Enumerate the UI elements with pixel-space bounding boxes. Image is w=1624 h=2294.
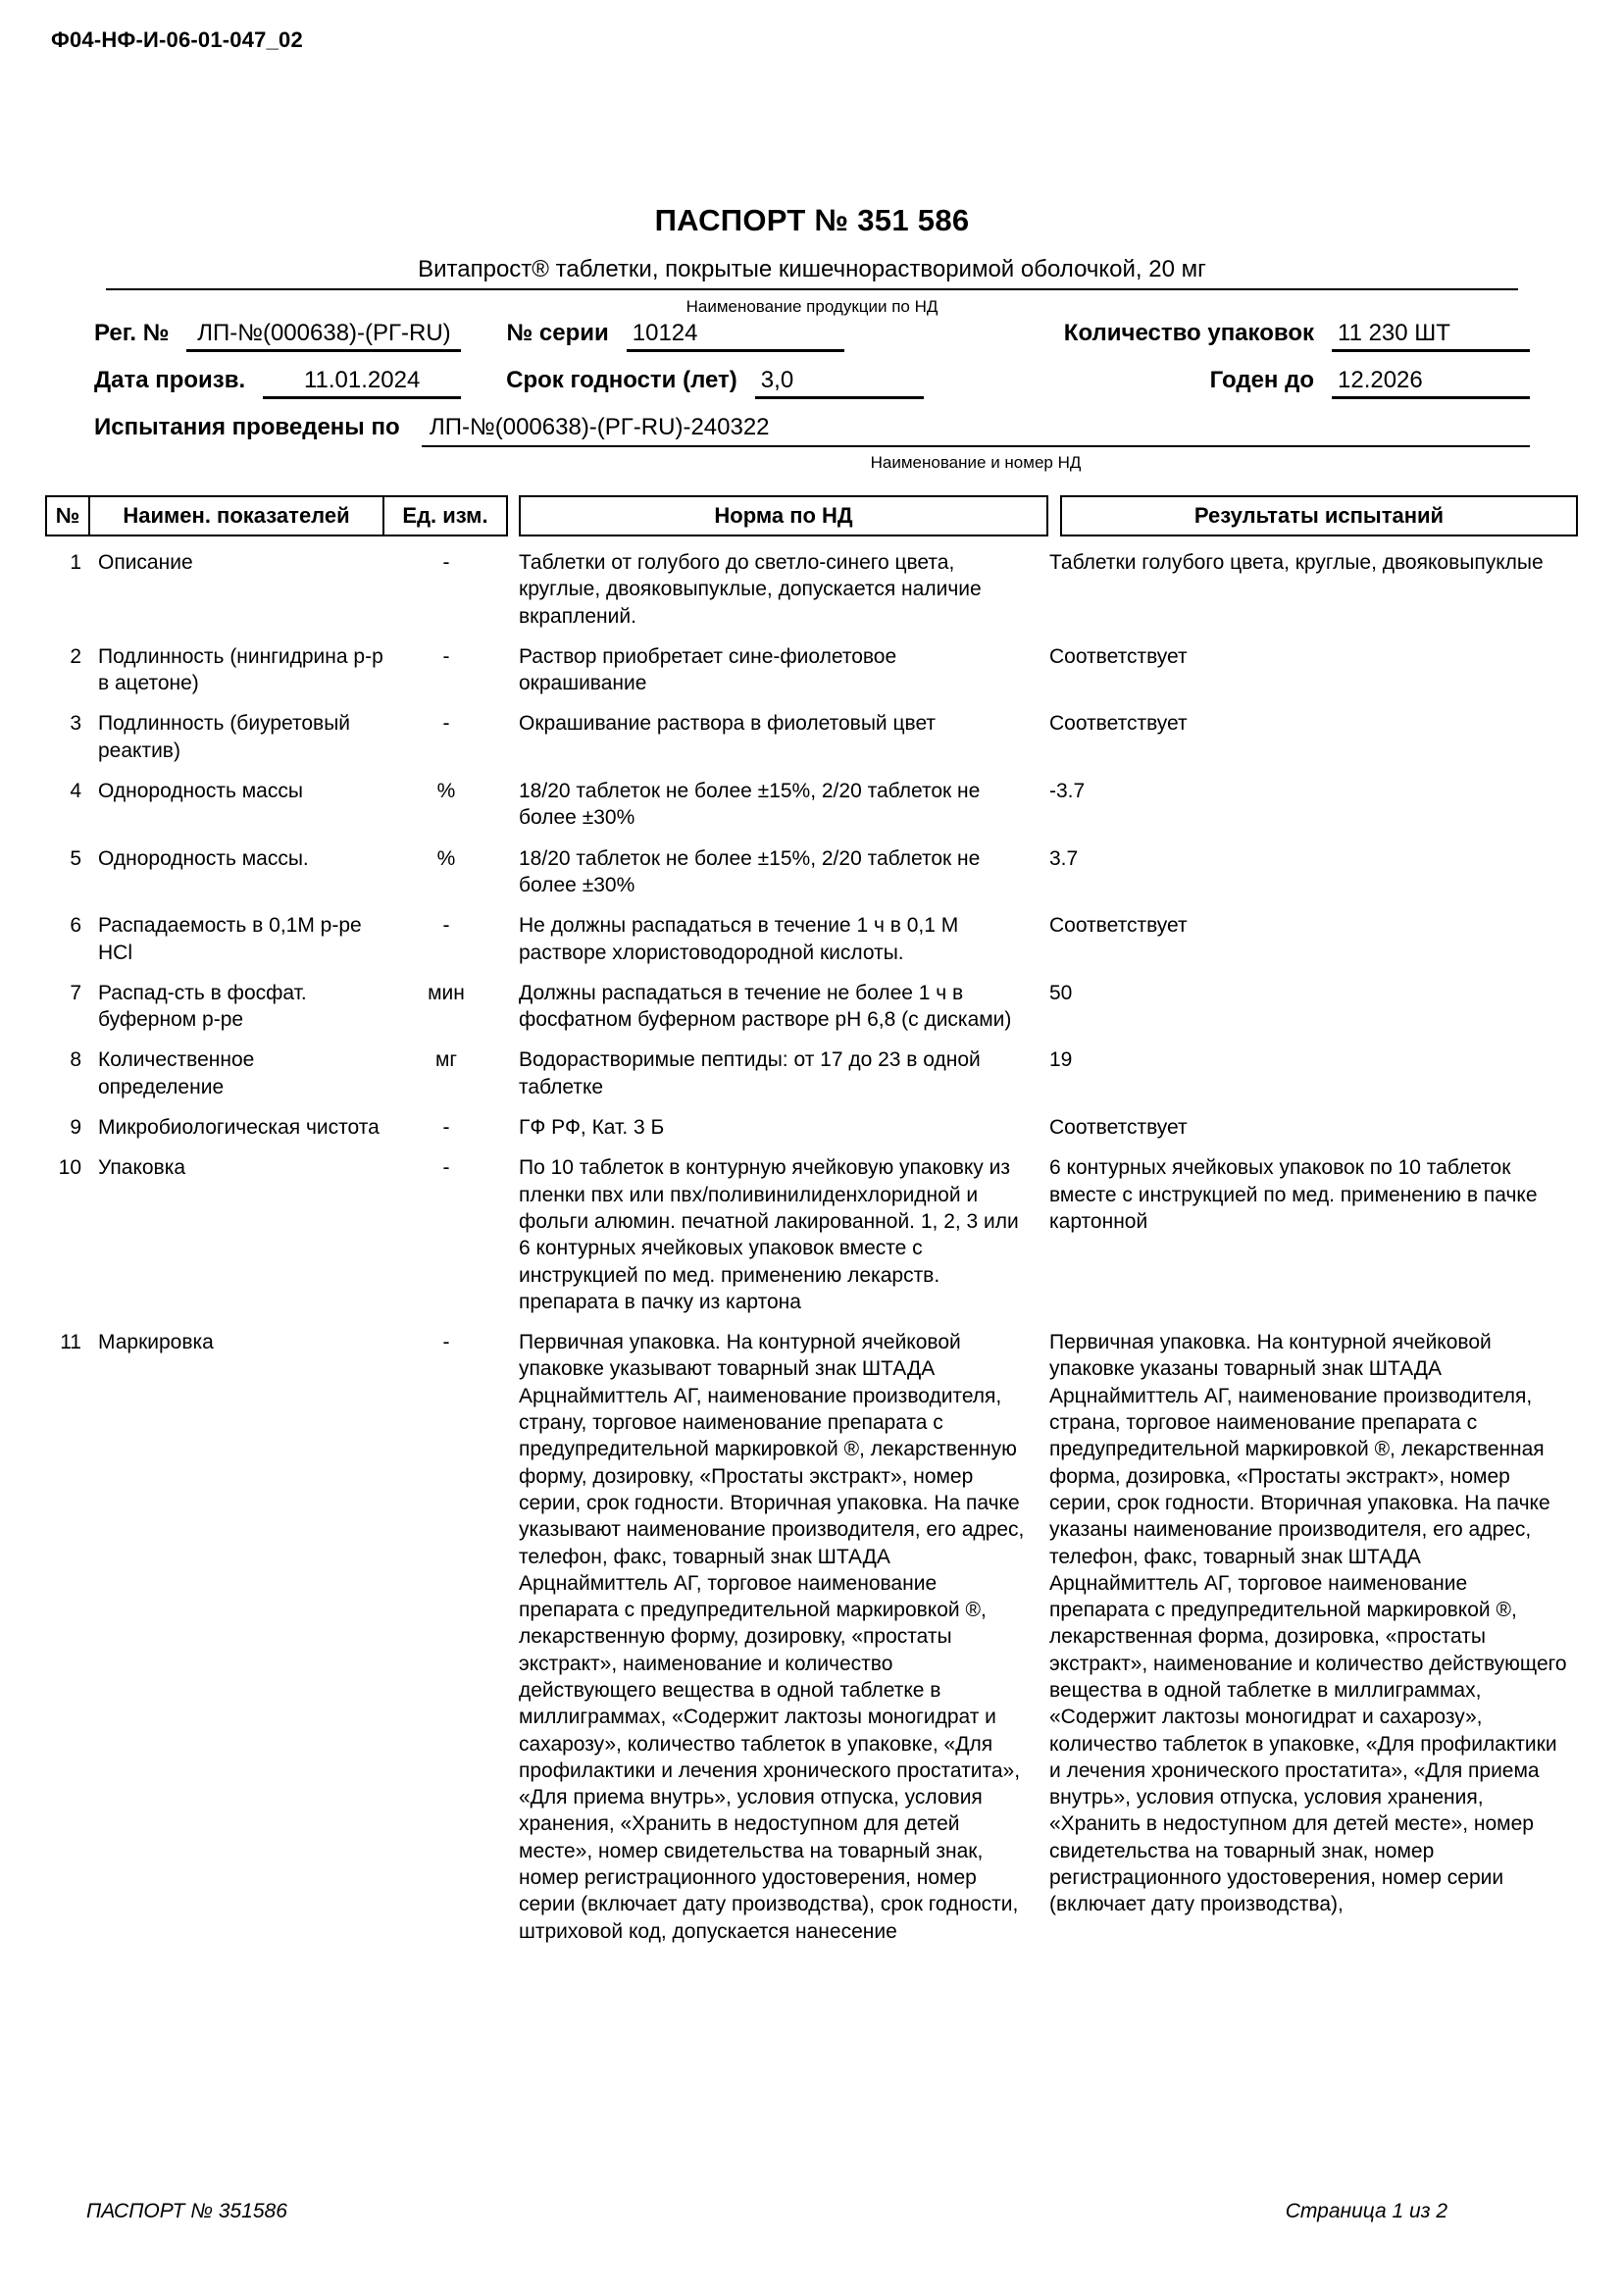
table-cell-number: 5 — [70, 846, 81, 870]
table-cell-result: Таблетки голубого цвета, круглые, двояковыпуклые — [1049, 551, 1544, 574]
product-name-caption: Наименование продукции по НД — [685, 297, 939, 316]
table-cell-norm: Окрашивание раствора в фиолетовый цвет — [519, 712, 937, 736]
table-cell-norm: Первичная упаковка. На контурной ячейковой упаковке указывают товарный знак ШТАДА Арцнаймиттель АГ, наименование производителя, страну, торговое наименование препарата с предупредительной маркировкой ®, лекарственную форму, дозировку, «Простаты экстракт», номер серии, срок годности. Вторичная упаковка. На пачке указывают наименование производителя, его адрес, телефон, факс, товарный знак ШТАДА Арцнаймиттель АГ, торговое наименование препарата с предупредительной маркировкой ®, лекарственную форму, дозировку, «простаты экстракт», наименование и количество действующего вещества в одной таблетке в миллиграммах, «Содержит лактозы моногидрат и сахарозу», количество таблеток в упаковке, «Для профилактики и лечения хронического простатита», «Для приема внутрь», условия отпуска, условия хранения, «Хранить в недоступном для детей месте», номер свидетельства на товарный знак, номер регистрационного удостоверения, номер серии (включает дату производства), срок годности, штриховой код, допускается нанесение — [519, 1331, 1025, 1943]
table-cell-unit: мг — [434, 1048, 458, 1072]
dates-row — [94, 367, 1530, 399]
table-cell-indicator: Количественное определение — [98, 1048, 255, 1098]
results-table-header — [45, 495, 1579, 536]
table-cell-indicator: Распад-сть в фосфат. буферном р-ре — [98, 981, 307, 1032]
table-cell-unit: - — [442, 712, 450, 736]
registration-row — [94, 320, 1530, 352]
table-cell-number: 3 — [70, 712, 81, 736]
table-cell-unit: - — [442, 551, 450, 574]
tested-by-underline — [422, 414, 1530, 447]
table-cell-number: 8 — [70, 1048, 81, 1072]
table-cell-unit: - — [442, 644, 450, 668]
tested-by-caption: Наименование и номер НД — [870, 453, 1082, 472]
table-row — [45, 710, 1579, 764]
table-row — [45, 549, 1579, 630]
table-cell-unit: - — [442, 1116, 450, 1140]
table-cell-result: 50 — [1049, 981, 1073, 1004]
table-cell-indicator: Описание — [98, 551, 193, 574]
table-cell-result: 6 контурных ячейковых упаковок по 10 таблеток вместе с инструкцией по мед. применению в пачке картонной — [1049, 1156, 1538, 1233]
footer-page-number: Страница 1 из 2 — [1285, 2200, 1447, 2222]
table-cell-number: 6 — [70, 914, 81, 938]
package-count-label: Количество упаковок — [1063, 320, 1314, 346]
series-number-value[interactable]: 10124 — [627, 320, 844, 352]
table-cell-result: Первичная упаковка. На контурной ячейковой упаковке указаны товарный знак ШТАДА Арцнаймиттель АГ, наименование производителя, страна, торговое наименование препарата с предупредительной маркировкой ®, лекарственная форма, дозировка, «Простаты экстракт», номер серии, срок годности. Вторичная упаковка. На пачке указаны наименование производителя, его адрес, телефон, факс, товарный знак ШТАДА Арцнаймиттель АГ, торговое наименование препарата с предупредительной маркировкой ®, лекарственная форма, дозировка, «простаты экстракт», наименование и количество действующего вещества в одной таблетке в миллиграммах, «Содержит лактозы моногидрат и сахарозу», количество таблеток в упаковке, «Для профилактики и лечения хронического простатита», «Для приема внутрь», условия отпуска, условия хранения, «Хранить в недоступном для детей месте», номер свидетельства на товарный знак, номер регистрационного удостоверения, номер серии (включает дату производства), — [1049, 1331, 1567, 1916]
table-cell-number: 1 — [70, 551, 81, 574]
reg-number-value[interactable]: ЛП-№(000638)-(РГ-RU) — [186, 320, 461, 352]
column-header-unit: Ед. изм. — [384, 495, 508, 536]
column-header-results: Результаты испытаний — [1060, 495, 1578, 536]
table-cell-unit: % — [436, 846, 456, 870]
table-cell-indicator: Упаковка — [98, 1156, 186, 1180]
reg-number-label: Рег. № — [94, 320, 170, 346]
column-header-number: № — [45, 495, 90, 536]
table-cell-unit: % — [436, 780, 456, 803]
table-row — [45, 845, 1579, 899]
table-cell-result: Соответствует — [1049, 914, 1188, 938]
table-cell-norm: Не должны распадаться в течение 1 ч в 0,1 М растворе хлористоводородной кислоты. — [519, 914, 959, 964]
table-row — [45, 643, 1579, 697]
column-header-indicator-name: Наимен. показателей — [90, 495, 384, 536]
table-cell-indicator: Микробиологическая чистота — [98, 1116, 380, 1140]
table-cell-result: -3.7 — [1049, 780, 1086, 803]
table-cell-result: Соответствует — [1049, 712, 1188, 736]
table-cell-unit: - — [442, 1331, 450, 1354]
manufacture-date-value[interactable]: 11.01.2024 — [263, 367, 461, 399]
table-cell-number: 9 — [70, 1116, 81, 1140]
table-cell-indicator: Однородность массы. — [98, 846, 309, 870]
product-name: Витапрост® таблетки, покрытые кишечнорастворимой оболочкой, 20 мг — [106, 256, 1518, 290]
table-row — [45, 912, 1579, 966]
table-cell-norm: Раствор приобретает сине-фиолетовое окрашивание — [519, 644, 897, 695]
table-cell-result: Соответствует — [1049, 644, 1188, 668]
table-cell-unit: мин — [428, 981, 465, 1004]
table-cell-indicator: Подлинность (нингидрина р-р в ацетоне) — [98, 644, 383, 695]
package-count-value[interactable]: 11 230 ШТ — [1332, 320, 1530, 352]
table-cell-number: 7 — [70, 981, 81, 1004]
table-cell-number: 10 — [58, 1156, 81, 1180]
table-row — [45, 778, 1579, 832]
table-cell-number: 11 — [60, 1331, 81, 1354]
table-row — [45, 1046, 1579, 1100]
footer-passport-number: ПАСПОРТ № 351586 — [86, 2200, 287, 2222]
table-cell-result: 19 — [1049, 1048, 1073, 1072]
table-cell-indicator: Подлинность (биуретовый реактив) — [98, 712, 351, 762]
table-cell-norm: Таблетки от голубого до светло-синего цвета, круглые, двояковыпуклые, допускается наличие вкраплений. — [519, 551, 982, 628]
table-cell-norm: 18/20 таблеток не более ±15%, 2/20 таблеток не более ±30% — [519, 846, 981, 896]
valid-until-value[interactable]: 12.2026 — [1332, 367, 1530, 399]
table-cell-number: 4 — [70, 780, 81, 803]
table-cell-norm: ГФ РФ, Кат. 3 Б — [519, 1116, 665, 1140]
table-cell-norm: Должны распадаться в течение не более 1 ч в фосфатном буферном растворе pH 6,8 (с дисками) — [519, 981, 1012, 1032]
page-title: ПАСПОРТ № 351 586 — [654, 203, 970, 237]
table-cell-number: 2 — [70, 644, 81, 668]
shelf-life-value[interactable]: 3,0 — [755, 367, 924, 399]
table-cell-indicator: Распадаемость в 0,1М р-ре HCl — [98, 914, 362, 964]
table-row — [45, 1154, 1579, 1315]
table-cell-result: 3.7 — [1049, 846, 1079, 870]
table-cell-indicator: Однородность массы — [98, 780, 303, 803]
table-cell-result: Соответствует — [1049, 1116, 1188, 1140]
shelf-life-label: Срок годности (лет) — [506, 367, 737, 393]
tested-by-value[interactable]: ЛП-№(000638)-(РГ-RU)-240322 — [422, 414, 1530, 447]
table-row — [45, 1114, 1579, 1141]
table-cell-norm: По 10 таблеток в контурную ячейковую упаковку из пленки пвх или пвх/поливинилиденхлоридной и фольги алюмин. печатной лакированной. 1, 2, 3 или 6 контурных ячейковых упаковок вместе с инструкцией по мед. применению лекарств. препарата в пачку из картона — [519, 1156, 1019, 1313]
table-cell-norm: 18/20 таблеток не более ±15%, 2/20 таблеток не более ±30% — [519, 780, 981, 830]
form-code: Ф04-НФ-И-06-01-047_02 — [51, 27, 303, 52]
series-number-label: № серии — [506, 320, 609, 346]
table-cell-norm: Водорастворимые пептиды: от 17 до 23 в одной таблетке — [519, 1048, 981, 1098]
table-cell-indicator: Маркировка — [98, 1331, 214, 1354]
table-cell-unit: - — [442, 914, 450, 938]
table-row — [45, 980, 1579, 1034]
table-row — [45, 1329, 1579, 1945]
valid-until-label: Годен до — [1209, 367, 1314, 393]
table-cell-unit: - — [442, 1156, 450, 1180]
column-header-norm: Норма по НД — [519, 495, 1048, 536]
tested-by-label: Испытания проведены по — [94, 414, 400, 440]
results-table-body — [45, 549, 1579, 1959]
manufacture-date-label: Дата произв. — [94, 367, 246, 393]
